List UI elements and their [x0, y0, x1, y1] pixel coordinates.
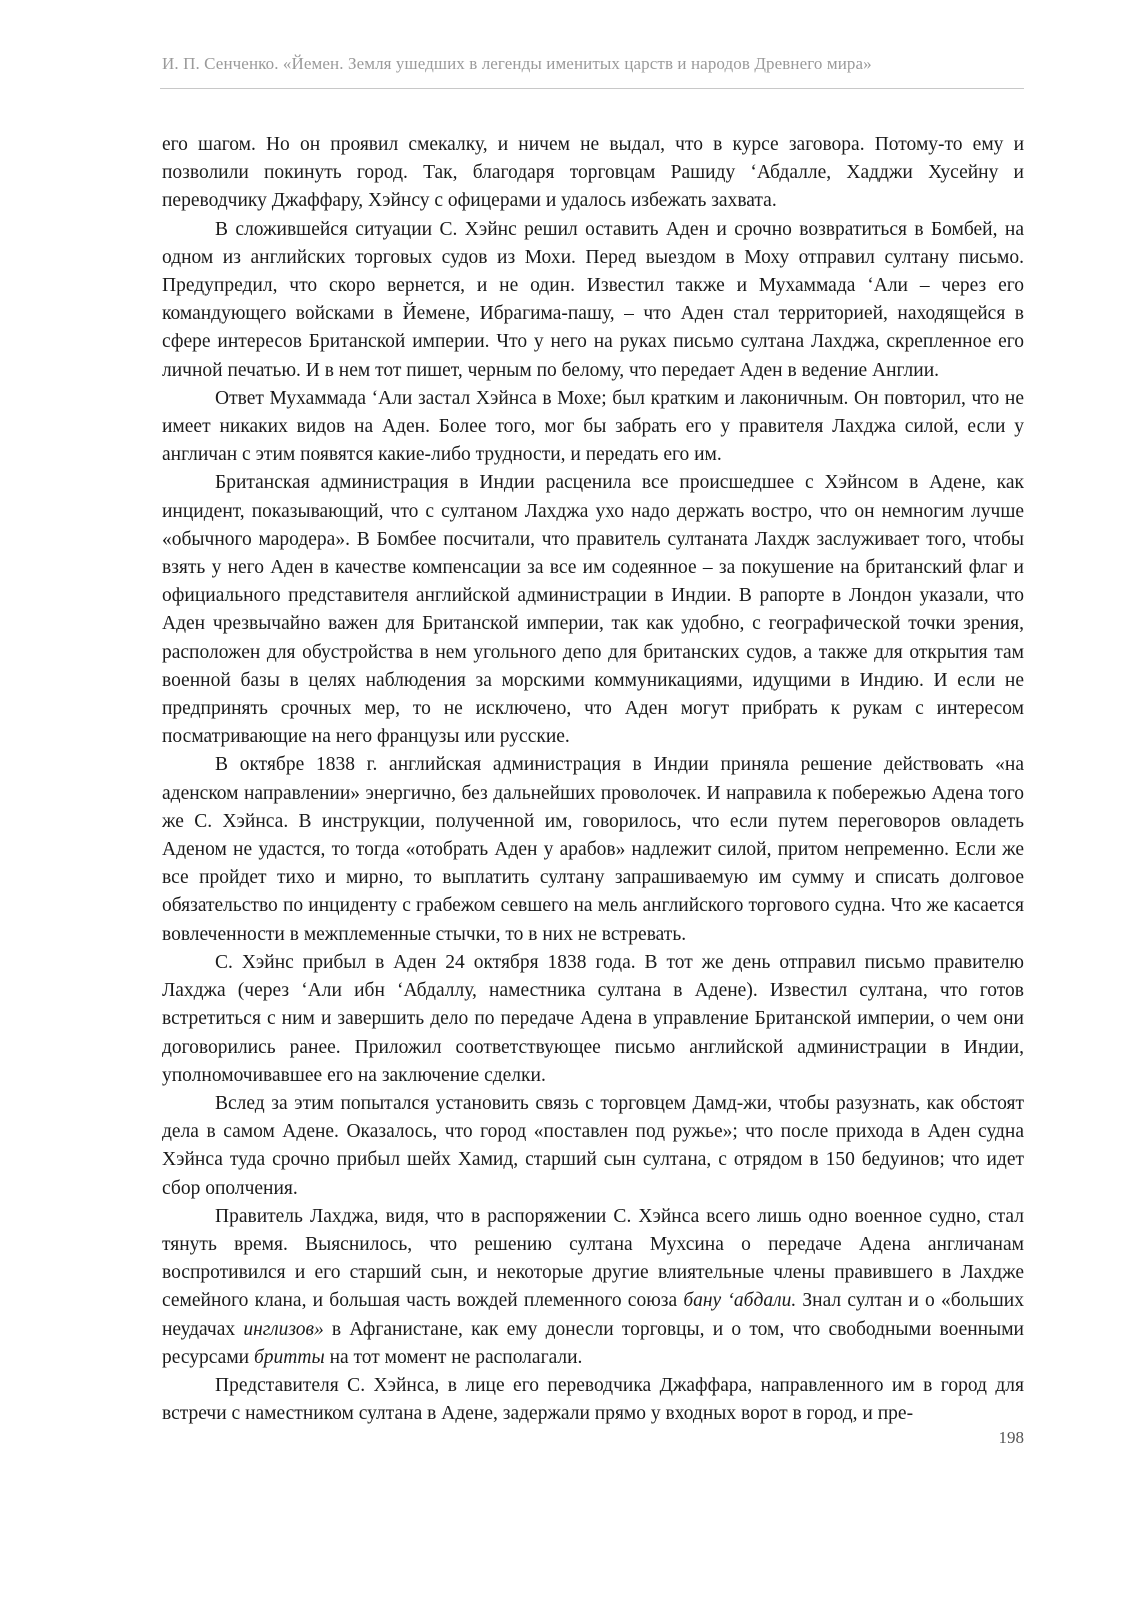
text-run: Представителя С. Хэйнса, в лице его переводчика Джаффара, направленного им в город для встречи с наместником султана в Адене, задержали прямо у входных ворот в город, и пре-	[162, 1374, 1024, 1425]
text-run: Правитель Лахджа, видя, что в распоряжении С. Хэйнса всего лишь одно военное судно, стал тянуть время. Выяснилось, что решению султана Мухсина о передаче Адена англичанам воспротивился и его старший сын, и некоторые другие влиятельные члены правившего в Лахдже семейного клана, и большая часть вождей племенного союза	[162, 1205, 1024, 1312]
header-divider	[160, 88, 1024, 89]
text-run: на тот момент не располагали.	[324, 1346, 583, 1368]
paragraph	[162, 751, 1024, 948]
paragraph	[162, 1090, 1024, 1203]
paragraph	[162, 469, 1024, 751]
text-run: Знал султан и о «больших неудачах	[162, 1290, 1024, 1340]
paragraph	[162, 131, 1024, 216]
paragraph	[162, 1203, 1024, 1372]
italic-term: бану ‘абдали.	[683, 1290, 797, 1312]
page-number: 198	[998, 1428, 1024, 1447]
text-run: его шагом. Но он проявил смекалку, и ничем не выдал, что в курсе заговора. Потому-то ему и позволили покинуть город. Так, благодаря торговцам Рашиду ‘Абдалле, Хадджи Хусейну и переводчику Джаффару, Хэйнсу с офицерами и удалось избежать захвата.	[162, 134, 1024, 212]
paragraph	[162, 216, 1024, 385]
text-run: С. Хэйнс прибыл в Аден 24 октября 1838 года. В тот же день отправил письмо правителю Лахджа (через ‘Али ибн ‘Абдаллу, наместника султана в Адене). Известил султана, что готов встретиться с ним и завершить дело по передаче Адена в управление Британской империи, о чем они договорились ранее. Приложил соответствующее письмо английской администрации в Индии, уполномочивавшее его на заключение сделки.	[162, 951, 1024, 1086]
paragraph	[162, 949, 1024, 1090]
text-run: Ответ Мухаммада ‘Али застал Хэйнса в Мохе; был кратким и лаконичным. Он повторил, что не имеет никаких видов на Аден. Более того, мог бы забрать его у правителя Лахджа силой, если у англичан с этим появятся какие-либо трудности, и передать его им.	[162, 387, 1024, 466]
text-run: в Афганистане, как ему донесли торговцы, и о том, что свободными военными ресурсами	[162, 1318, 1024, 1368]
paragraph	[162, 1372, 1024, 1428]
text-run: Вслед за этим попытался установить связь с торговцем Дамд-жи, чтобы разузнать, как обстоят дела в самом Адене. Оказалось, что город «поставлен под ружье»; что после прихода в Аден судна Хэйнса туда срочно прибыл шейх Хамид, старший сын султана, с отрядом в 150 бедуинов; что идет сбор ополчения.	[162, 1092, 1024, 1199]
text-run: В сложившейся ситуации С. Хэйнс решил оставить Аден и срочно возвратиться в Бомбей, на одном из английских торговых судов из Мохи. Перед выездом в Моху отправил султану письмо. Предупредил, что скоро вернется, и не один. Известил также и Мухаммада ‘Али – через его командующего войсками в Йемене, Ибрагима-пашу, – что Аден стал территорией, находящейся в сфере интересов Британской империи. Что у него на руках письмо султана Лахджа, скрепленное его личной печатью. И в нем тот пишет, черным по белому, что передает Аден в ведение Англии.	[162, 218, 1024, 381]
text-run: В октябре 1838 г. английская администрация в Индии приняла решение действовать «на аденском направлении» энергично, без дальнейших проволочек. И направила к побережью Адена того же С. Хэйнса. В инструкции, полученной им, говорилось, что если путем переговоров овладеть Аденом не удастся, то тогда «отобрать Аден у арабов» надлежит силой, притом непременно. Если же все пройдет тихо и мирно, то выплатить султану запрашиваемую им сумму и списать долговое обязательство по инциденту с грабежом севшего на мель английского торгового судна. Что же касается вовлеченности в межплеменные стычки, то в них не встревать.	[162, 754, 1024, 945]
italic-term: инглизов»	[243, 1318, 324, 1340]
body-text	[162, 131, 1024, 1428]
running-head: И. П. Сенченко. «Йемен. Земля ушедших в легенды именитых царств и народов Древнего мира»	[162, 54, 872, 73]
text-run: Британская администрация в Индии расценила все происшедшее с Хэйнсом в Адене, как инцидент, показывающий, что с султаном Лахджа ухо надо держать востро, что он немногим лучше «обычного мародера». В Бомбее посчитали, что правитель султаната Лахдж заслуживает того, чтобы взять у него Аден в качестве компенсации за все им содеянное – за покушение на британский флаг и официального представителя английской администрации в Индии. В рапорте в Лондон указали, что Аден чрезвычайно важен для Британской империи, так как удобно, с географической точки зрения, расположен для обустройства в нем угольного депо для британских судов, а также для открытия там военной базы в целях наблюдения за морскими коммуникациями, идущими в Индию. И если не предпринять срочных мер, то не исключено, что Аден могут прибрать к рукам с интересом посматривающие на него французы или русские.	[162, 472, 1024, 748]
paragraph	[162, 385, 1024, 470]
italic-term: бритты	[254, 1346, 325, 1368]
